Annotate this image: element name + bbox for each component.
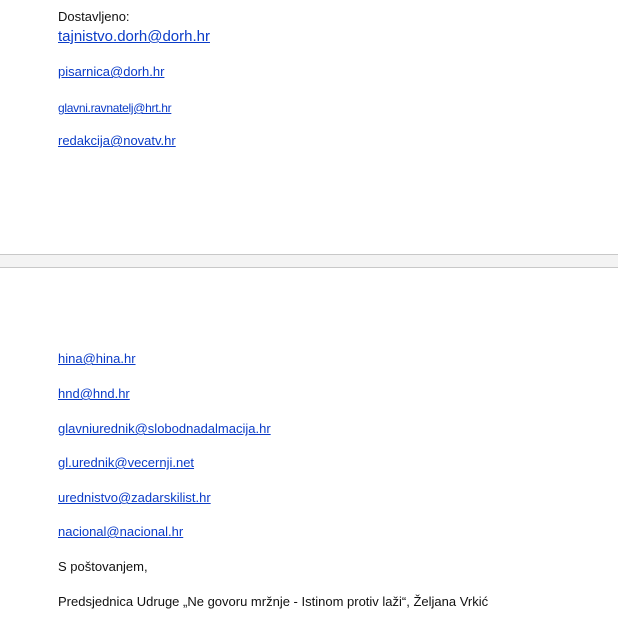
page-separator — [0, 254, 618, 268]
email-link-hina[interactable]: hina@hina.hr — [58, 351, 136, 366]
document-page-bottom — [0, 268, 618, 621]
email-link-slobodnadalmacija[interactable]: glavniurednik@slobodnadalmacija.hr — [58, 421, 271, 436]
signature-text: Predsjednica Udruge „Ne govoru mržnje - Istinom protiv laži“, Željana Vrkić — [58, 594, 489, 609]
email-link-tajnistvo[interactable]: tajnistvo.dorh@dorh.hr — [58, 28, 210, 45]
email-link-pisarnica[interactable]: pisarnica@dorh.hr — [58, 64, 165, 79]
email-link-hnd[interactable]: hnd@hnd.hr — [58, 386, 130, 401]
closing-text: S poštovanjem, — [58, 559, 148, 574]
email-link-zadarskilist[interactable]: urednistvo@zadarskilist.hr — [58, 490, 211, 505]
delivered-label: Dostavljeno: — [58, 9, 130, 24]
document-page-top — [0, 0, 618, 254]
email-link-hrt[interactable]: glavni.ravnatelj@hrt.hr — [58, 101, 172, 115]
email-link-vecernji[interactable]: gl.urednik@vecernji.net — [58, 455, 195, 470]
email-link-novatv[interactable]: redakcija@novatv.hr — [58, 133, 176, 148]
email-link-nacional[interactable]: nacional@nacional.hr — [58, 524, 184, 539]
